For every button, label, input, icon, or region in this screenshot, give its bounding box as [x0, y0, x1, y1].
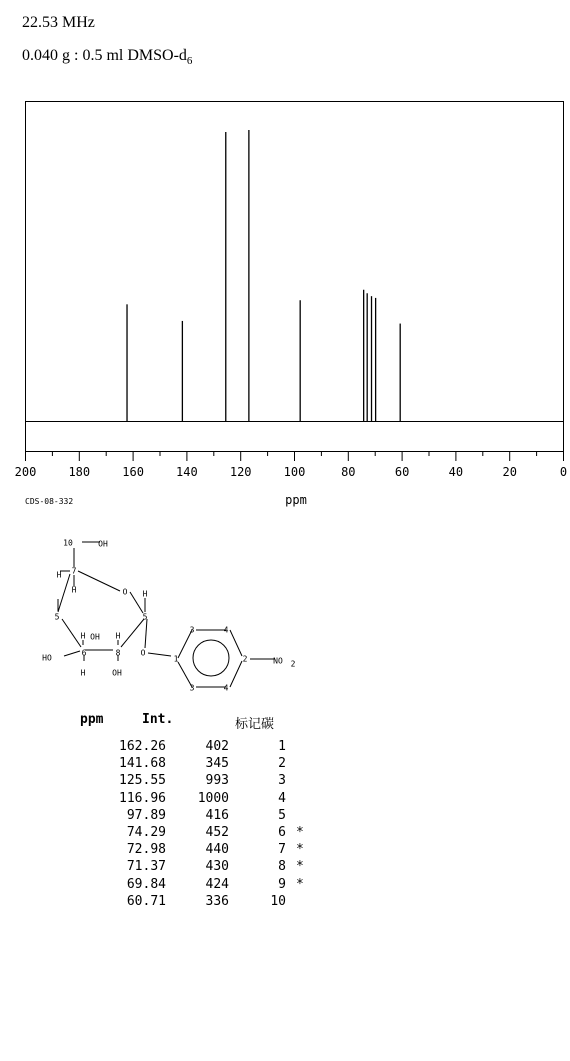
table-row: [80, 842, 380, 858]
structure-label: 4: [223, 625, 229, 635]
x-tick-label: 0: [559, 465, 568, 479]
structure-label: H: [71, 585, 77, 595]
table-row: [80, 808, 380, 824]
cell-ppm: 116.96: [119, 790, 166, 806]
col-header-carbon: 标记碳: [235, 717, 275, 732]
cell-ppm: 69.84: [126, 876, 166, 892]
cell-int: 416: [205, 807, 229, 823]
cell-int: 336: [205, 893, 229, 909]
x-axis-ticks: [15, 452, 567, 480]
sample-text: 0.040 g : 0.5 ml DMSO-d: [22, 47, 187, 64]
col-header-ppm: ppm: [80, 712, 104, 727]
structure-label: 5: [54, 612, 60, 622]
x-tick-label: 180: [68, 465, 91, 479]
cell-carbon: 5: [278, 807, 286, 823]
structure-label: OH: [90, 632, 100, 642]
sample-subscript: 6: [186, 55, 193, 68]
cell-carbon: 7: [278, 842, 286, 858]
col-header-int: Int.: [142, 712, 174, 727]
cell-mark: *: [296, 825, 304, 840]
structure-label: NO: [273, 656, 283, 666]
structure-bonds: [58, 539, 275, 687]
nmr-spectrum-chart: [0, 95, 570, 505]
cell-ppm: 141.68: [119, 756, 166, 772]
cell-int: 452: [205, 825, 229, 840]
table-row: [80, 791, 380, 807]
structure-label: H: [115, 631, 121, 641]
x-tick-label: 60: [394, 465, 410, 479]
table-row: [80, 859, 380, 875]
x-tick-label: 160: [122, 465, 144, 479]
x-tick-label: 40: [448, 465, 464, 479]
cell-ppm: 60.71: [126, 893, 166, 909]
table-row: [80, 739, 380, 755]
spectrometer-frequency: 22.53 MHz: [22, 14, 95, 31]
structure-label: 5: [142, 612, 148, 622]
cell-carbon: 8: [278, 859, 286, 875]
structure-label: H: [80, 668, 86, 678]
cell-carbon: 3: [278, 773, 286, 789]
cell-int: 430: [205, 859, 229, 875]
table-row: [80, 877, 380, 893]
structure-label: 10: [63, 538, 73, 548]
cell-mark: *: [296, 859, 304, 875]
sample-description: [22, 47, 192, 67]
chemical-structure: [0, 530, 320, 693]
structure-label: 1: [173, 654, 179, 664]
peaks: [127, 130, 400, 422]
cell-int: 345: [205, 756, 229, 772]
x-tick-label: 140: [176, 465, 198, 479]
plot-frame: [26, 102, 564, 452]
cell-mark: *: [296, 842, 304, 858]
structure-label: 4: [223, 683, 229, 693]
cell-ppm: 74.29: [126, 825, 166, 840]
structure-label: H: [142, 589, 148, 599]
cell-mark: *: [296, 876, 304, 892]
x-tick-label: 80: [341, 465, 356, 479]
structure-labels: [42, 539, 295, 693]
x-tick-label: 120: [229, 465, 252, 479]
cell-int: 1000: [197, 790, 229, 806]
structure-label: O: [122, 587, 128, 597]
cell-ppm: 125.55: [119, 773, 166, 789]
cell-int: 993: [205, 773, 229, 789]
cell-carbon: 10: [270, 893, 286, 909]
cell-int: 402: [205, 739, 229, 754]
spectrum-code: CDS-08-332: [25, 497, 74, 506]
cell-ppm: 71.37: [126, 859, 166, 875]
structure-label: OH: [98, 539, 108, 549]
table-row: [80, 756, 380, 772]
table-row: [80, 773, 380, 789]
x-tick-label: 200: [14, 465, 37, 479]
cell-ppm: 72.98: [126, 842, 166, 858]
cell-int: 424: [205, 876, 229, 892]
structure-label: 3: [189, 683, 195, 693]
structure-label: 2: [242, 654, 248, 664]
cell-int: 440: [205, 842, 229, 858]
structure-label: 2: [290, 659, 296, 669]
structure-label: 7: [71, 566, 77, 576]
x-tick-label: 100: [283, 465, 306, 479]
structure-label: H: [80, 631, 86, 641]
cell-ppm: 97.89: [126, 807, 166, 823]
structure-label: H: [56, 570, 62, 580]
x-axis-label: ppm: [285, 493, 307, 507]
cell-carbon: 4: [278, 790, 286, 806]
cell-ppm: 162.26: [119, 739, 166, 754]
cell-carbon: 6: [278, 825, 286, 840]
structure-label: 3: [189, 625, 195, 635]
cell-carbon: 9: [278, 876, 286, 892]
x-tick-label: 20: [502, 465, 517, 479]
structure-label: 6: [81, 648, 87, 658]
structure-label: 8: [115, 648, 121, 658]
cell-carbon: 2: [278, 756, 286, 772]
table-row: [80, 894, 380, 910]
structure-label: HO: [42, 653, 52, 663]
structure-label: O: [140, 648, 146, 658]
cell-carbon: 1: [278, 739, 286, 754]
structure-label: OH: [112, 668, 122, 678]
table-row: [80, 825, 380, 841]
